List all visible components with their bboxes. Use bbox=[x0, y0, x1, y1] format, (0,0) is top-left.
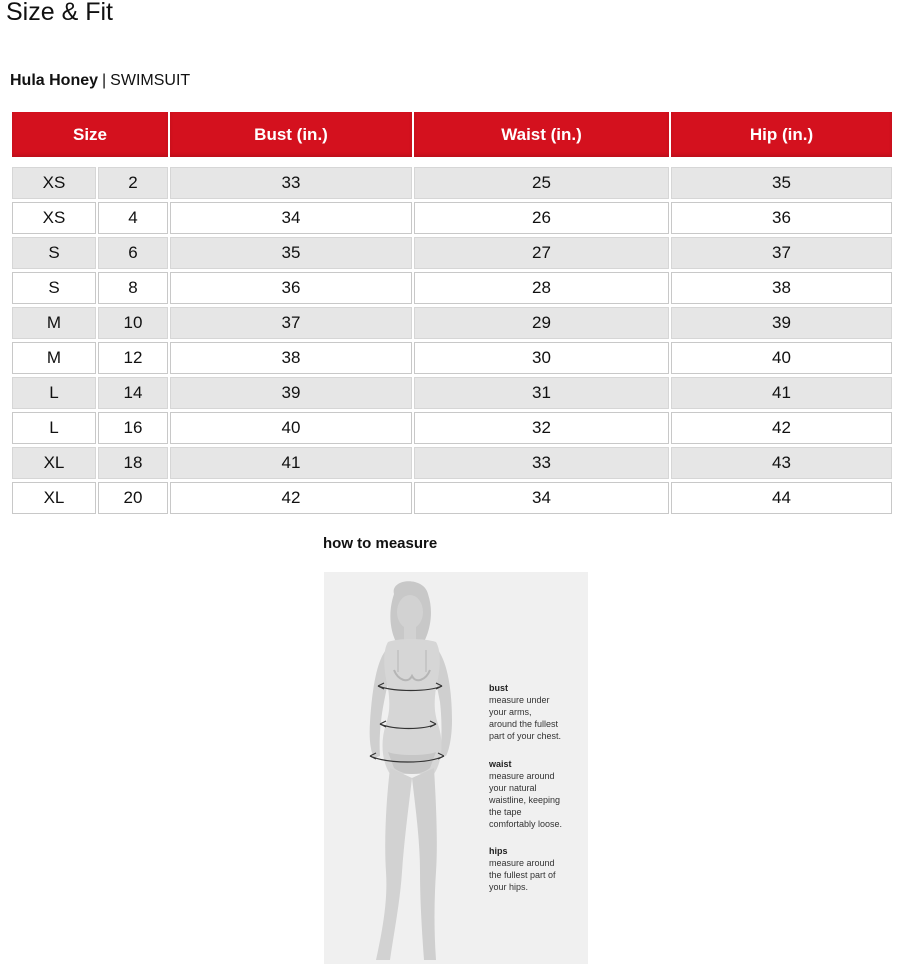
waist-cell: 30 bbox=[414, 342, 669, 374]
header-bust: Bust (in.) bbox=[170, 112, 412, 157]
size-letter-cell: XL bbox=[12, 482, 96, 514]
waist-cell: 32 bbox=[414, 412, 669, 444]
hip-cell: 35 bbox=[671, 167, 892, 199]
size-chart-table bbox=[12, 112, 892, 517]
table-row bbox=[12, 482, 892, 514]
bust-cell: 33 bbox=[170, 167, 412, 199]
waist-cell: 25 bbox=[414, 167, 669, 199]
hip-cell: 37 bbox=[671, 237, 892, 269]
body-figure-illustration bbox=[324, 572, 489, 964]
bust-cell: 37 bbox=[170, 307, 412, 339]
header-waist: Waist (in.) bbox=[414, 112, 669, 157]
size-number-cell: 8 bbox=[98, 272, 168, 304]
table-row bbox=[12, 272, 892, 304]
table-row bbox=[12, 202, 892, 234]
size-letter-cell: XL bbox=[12, 447, 96, 479]
product-line bbox=[10, 71, 190, 91]
table-header-row bbox=[12, 112, 892, 157]
table-row bbox=[12, 447, 892, 479]
hips-guide-line: the fullest part of bbox=[489, 870, 556, 880]
waist-cell: 31 bbox=[414, 377, 669, 409]
size-number-cell: 10 bbox=[98, 307, 168, 339]
waist-guide bbox=[489, 758, 579, 830]
product-category: SWIMSUIT bbox=[110, 72, 191, 89]
header-size: Size bbox=[12, 112, 168, 157]
bust-cell: 36 bbox=[170, 272, 412, 304]
waist-cell: 27 bbox=[414, 237, 669, 269]
bust-cell: 35 bbox=[170, 237, 412, 269]
bust-cell: 34 bbox=[170, 202, 412, 234]
table-row bbox=[12, 342, 892, 374]
table-row bbox=[12, 237, 892, 269]
table-row bbox=[12, 167, 892, 199]
size-letter-cell: M bbox=[12, 342, 96, 374]
hip-cell: 39 bbox=[671, 307, 892, 339]
hip-cell: 36 bbox=[671, 202, 892, 234]
waist-cell: 26 bbox=[414, 202, 669, 234]
brand-name: Hula Honey bbox=[10, 72, 99, 89]
hip-cell: 43 bbox=[671, 447, 892, 479]
size-letter-cell: M bbox=[12, 307, 96, 339]
waist-cell: 29 bbox=[414, 307, 669, 339]
hip-cell: 44 bbox=[671, 482, 892, 514]
hip-cell: 42 bbox=[671, 412, 892, 444]
waist-guide-line: measure around bbox=[489, 771, 555, 781]
bust-guide-line: your arms, bbox=[489, 707, 532, 717]
waist-cell: 34 bbox=[414, 482, 669, 514]
waist-guide-line: waistline, keeping bbox=[489, 795, 561, 805]
waist-cell: 28 bbox=[414, 272, 669, 304]
table-row bbox=[12, 307, 892, 339]
waist-guide-line: your natural bbox=[489, 783, 537, 793]
bust-guide-line: part of your chest. bbox=[489, 731, 562, 741]
waist-cell: 33 bbox=[414, 447, 669, 479]
table-row bbox=[12, 377, 892, 409]
hips-guide-title: hips bbox=[489, 846, 508, 856]
hip-cell: 38 bbox=[671, 272, 892, 304]
hip-cell: 41 bbox=[671, 377, 892, 409]
bust-cell: 41 bbox=[170, 447, 412, 479]
size-number-cell: 12 bbox=[98, 342, 168, 374]
how-to-measure-title: how to measure bbox=[323, 535, 438, 552]
hips-guide-line: your hips. bbox=[489, 882, 529, 892]
bust-guide bbox=[489, 682, 579, 742]
size-letter-cell: S bbox=[12, 272, 96, 304]
table-row bbox=[12, 412, 892, 444]
size-number-cell: 18 bbox=[98, 447, 168, 479]
waist-guide-line: the tape bbox=[489, 807, 522, 817]
bust-cell: 38 bbox=[170, 342, 412, 374]
size-number-cell: 4 bbox=[98, 202, 168, 234]
product-separator: | bbox=[102, 72, 107, 89]
hips-guide-line: measure around bbox=[489, 858, 555, 868]
size-letter-cell: S bbox=[12, 237, 96, 269]
measure-guide-panel bbox=[324, 572, 588, 964]
bust-cell: 39 bbox=[170, 377, 412, 409]
size-number-cell: 6 bbox=[98, 237, 168, 269]
hip-cell: 40 bbox=[671, 342, 892, 374]
size-letter-cell: L bbox=[12, 377, 96, 409]
bust-guide-line: measure under bbox=[489, 695, 550, 705]
size-letter-cell: XS bbox=[12, 202, 96, 234]
waist-guide-title: waist bbox=[489, 759, 512, 769]
header-hip: Hip (in.) bbox=[671, 112, 892, 157]
hips-guide bbox=[489, 845, 579, 893]
bust-guide-line: around the fullest bbox=[489, 719, 559, 729]
bust-cell: 40 bbox=[170, 412, 412, 444]
size-number-cell: 2 bbox=[98, 167, 168, 199]
table-body bbox=[12, 167, 892, 514]
size-letter-cell: L bbox=[12, 412, 96, 444]
size-number-cell: 14 bbox=[98, 377, 168, 409]
bust-cell: 42 bbox=[170, 482, 412, 514]
size-letter-cell: XS bbox=[12, 167, 96, 199]
size-number-cell: 16 bbox=[98, 412, 168, 444]
size-number-cell: 20 bbox=[98, 482, 168, 514]
waist-guide-line: comfortably loose. bbox=[489, 819, 563, 829]
page-title: Size & Fit bbox=[6, 0, 113, 26]
bust-guide-title: bust bbox=[489, 683, 508, 693]
